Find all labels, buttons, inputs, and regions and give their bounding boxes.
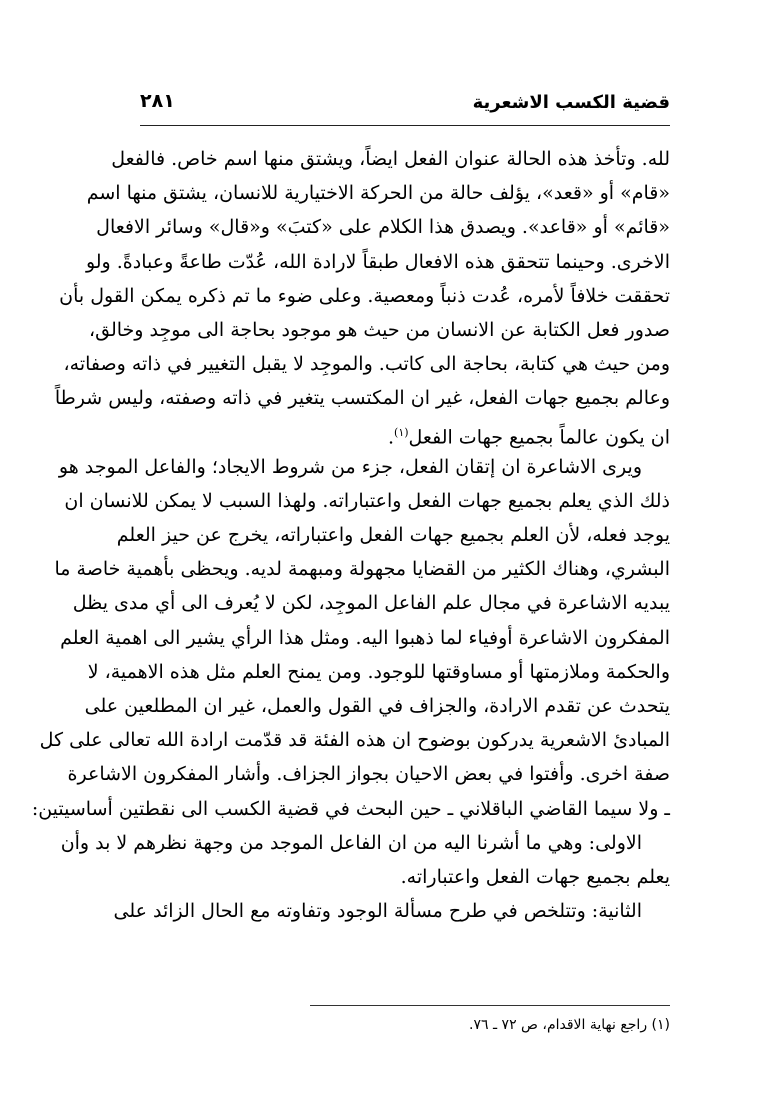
text-line: الاولى: وهي ما أشرنا اليه من ان الفاعل الموجد من وجهة نظرهم لا بد وأن: [60, 831, 642, 854]
text-line: يتحدث عن تقدم الارادة، والجزاف في القول والعمل، غير ان المطلعين على: [84, 695, 670, 717]
chapter-title: قضية الكسب الاشعرية: [472, 92, 670, 113]
header-rule: [140, 125, 670, 126]
text-line: يبديه الاشاعرة في مجال علم الفاعل الموجِد، لكن لا يُعرف الى أي مدى يظل: [72, 592, 670, 615]
footnote-ref: (١): [394, 425, 409, 439]
body-text: [31, 142, 670, 928]
running-header: [140, 92, 670, 126]
text-line: الثانية: وتتلخص في طرح مسألة الوجود وتفاوته مع الحال الزائد على: [113, 900, 642, 923]
text-line: والحكمة وملازمتها أو مساوقتها للوجود. ومن يمنح العلم مثل هذه الاهمية، لا: [87, 660, 670, 683]
footnote-rule: [310, 1005, 670, 1006]
text-line-with-footnote: [140, 416, 670, 450]
text-line: لله. وتأخذ هذه الحالة عنوان الفعل ايضاً، ويشتق منها اسم خاص. فالفعل: [111, 148, 670, 170]
text-line: «قام» أو «قعد»، يؤلف حالة من الحركة الاختيارية للانسان، يشتق منها اسم: [86, 182, 670, 205]
text-line: الاخرى. وحينما تتحقق هذه الافعال طبقاً لارادة الله، عُدّت طاعةً وعبادةً. ولو: [85, 250, 670, 273]
period: .: [387, 425, 395, 448]
text-line: المبادئ الاشعرية يدركون بوضوح ان هذه الفئة قد قدّمت ارادة الله تعالى على كل: [39, 729, 670, 752]
text-line: صفة اخرى. وأفتوا في بعض الاحيان بجواز الجزاف. وأشار المفكرون الاشاعرة: [67, 763, 670, 786]
text-line: وعالم بجميع جهات الفعل، غير ان المكتسب يتغير في ذاته وصفته، وليس شرطاً: [54, 387, 670, 410]
text-line: يوجد فعله، لأن العلم بجميع جهات الفعل واعتباراته، يخرج عن حيز العلم: [116, 524, 670, 547]
footnote: (١) راجع نهاية الاقدام، ص ٧٢ ـ ٧٦.: [469, 1017, 670, 1033]
text-line: تحققت خلافاً لأمره، عُدت ذنباً ومعصية. وعلى ضوء ما تم ذكره يمكن القول بأن: [59, 284, 670, 307]
text-line: ومن حيث هي كتابة، بحاجة الى كاتب. والموجِد لا يقبل التغيير في ذاته وصفاته،: [63, 353, 670, 376]
text-line: صدور فعل الكتابة عن الانسان من حيث هو موجود بحاجة الى موجِد وخالق،: [88, 318, 670, 341]
text-line: ان يكون عالماً بجميع جهات الفعل: [408, 425, 670, 448]
text-line: يعلم بجميع جهات الفعل واعتباراته.: [400, 865, 670, 888]
text-line: ويرى الاشاعرة ان إتقان الفعل، جزء من شروط الايجاد؛ والفاعل الموجد هو: [58, 455, 642, 478]
text-line: ذلك الذي يعلم بجميع جهات الفعل واعتباراته. ولهذا السبب لا يمكن للانسان ان: [64, 489, 670, 512]
text-line: ـ ولا سيما القاضي الباقلاني ـ حين البحث في قضية الكسب الى نقطتين أساسيتين:: [31, 797, 670, 820]
page-number: ٢٨١: [140, 90, 175, 112]
text-line: المفكرون الاشاعرة أوفياء لما ذهبوا اليه. ومثل هذا الرأي يشير الى اهمية العلم: [60, 626, 670, 649]
text-line: البشري، وهناك الكثير من القضايا مجهولة ومبهمة لديه. ويحظى بأهمية خاصة ما: [54, 558, 670, 581]
text-line: «قائم» أو «قاعد». ويصدق هذا الكلام على «كتبَ» و«قال» وسائر الافعال: [96, 216, 670, 239]
